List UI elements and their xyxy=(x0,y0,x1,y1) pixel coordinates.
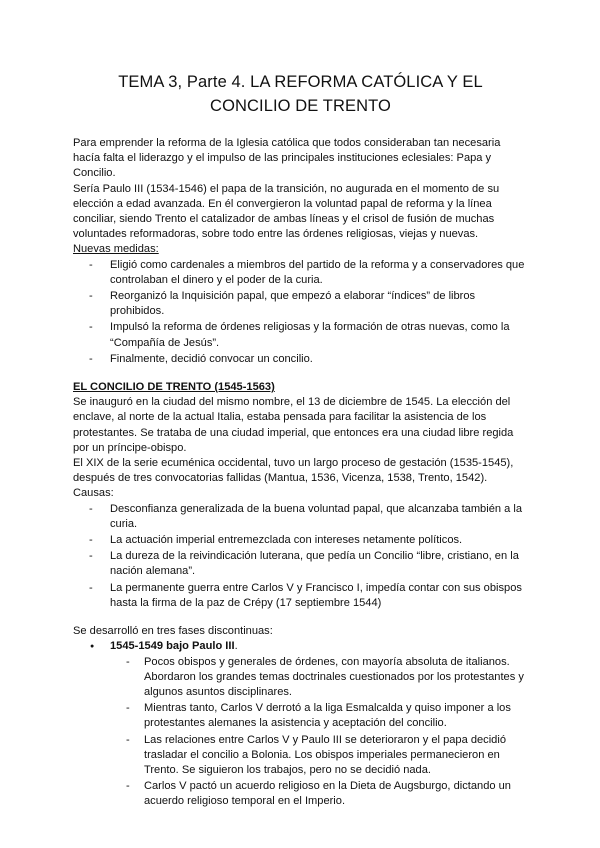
causes-list xyxy=(73,502,528,611)
page-title xyxy=(73,70,528,118)
list-item: - Impulsó la reforma de órdenes religiosas y la formación de otras nuevas, como la “Compañía de Jesús”. xyxy=(110,320,528,350)
phase-1-details xyxy=(110,655,528,810)
section-heading-council: EL CONCILIO DE TRENTO (1545-1563) xyxy=(73,381,275,394)
measures-heading: Nuevas medidas: xyxy=(73,243,159,256)
title-line-2: CONCILIO DE TRENTO xyxy=(210,97,391,115)
list-item: - Pocos obispos y generales de órdenes, con mayoría absoluta de italianos. Abordaron los grandes temas doctrinales cuestionados por los protestantes y algunos asuntos disciplinares. xyxy=(144,655,528,701)
phase-1-suffix: . xyxy=(234,640,238,653)
list-item: - Las relaciones entre Carlos V y Paulo III se deterioraron y el papa decidió trasladar el concilio a Bolonia. Los obispos imperiales permanecieron en Trento. Se siguieron los trabajos, pero no se decidió nada. xyxy=(144,733,528,779)
phases-intro: Se desarrolló en tres fases discontinuas: xyxy=(73,625,273,638)
causes-heading: Causas: xyxy=(73,487,114,500)
council-paragraph-2: El XIX de la serie ecuménica occidental, tuvo un largo proceso de gestación (1535-1545), después de tres convocatorias fallidas (Mantua, 1536, Vicenza, 1538, Trento, 1542). xyxy=(73,457,514,485)
phase-1-label: 1545-1549 bajo Paulo III xyxy=(110,640,235,653)
list-item: - Carlos V pactó un acuerdo religioso en la Dieta de Augsburgo, dictando un acuerdo religioso temporal en el Imperio. xyxy=(144,779,528,809)
list-item: - Finalmente, decidió convocar un concilio. xyxy=(110,352,528,367)
phases-list xyxy=(73,639,528,809)
intro-paragraph-1: Para emprender la reforma de la Iglesia católica que todos consideraban tan necesaria hacía falta el liderazgo y el impulso de las principales instituciones eclesiales: Papa y Concilio. xyxy=(73,137,501,180)
list-item: - La dureza de la reivindicación luterana, que pedía un Concilio “libre, cristiano, en la nación alemana”. xyxy=(110,549,528,579)
list-item: - Reorganizó la Inquisición papal, que empezó a elaborar “índices” de libros prohibidos. xyxy=(110,289,528,319)
list-item: - Mientras tanto, Carlos V derrotó a la liga Esmalcalda y quiso imponer a los protestantes alemanes la asistencia y aceptación del concilio. xyxy=(144,701,528,731)
measures-list xyxy=(73,258,528,367)
phase-item xyxy=(110,639,528,809)
list-item: - Eligió como cardenales a miembros del partido de la reforma y a conservadores que controlaban el dinero y el poder de la curia. xyxy=(110,258,528,288)
list-item: - La permanente guerra entre Carlos V y Francisco I, impedía contar con sus obispos hasta la firma de la paz de Crépy (17 septiembre 1544) xyxy=(110,581,528,611)
list-item: - Desconfianza generalizada de la buena voluntad papal, que alcanzaba también a la curia. xyxy=(110,502,528,532)
title-line-1: TEMA 3, Parte 4. LA REFORMA CATÓLICA Y EL xyxy=(118,73,483,91)
list-item: - La actuación imperial entremezclada con intereses netamente políticos. xyxy=(110,533,528,548)
council-paragraph-1: Se inauguró en la ciudad del mismo nombre, el 13 de diciembre de 1545. La elección del enclave, al norte de la actual Italia, estaba pensada para facilitar la asistencia de los protestantes. Se trataba de una ciudad imperial, que entonces era una ciudad libre regida por un príncipe-obispo. xyxy=(73,396,514,454)
intro-paragraph-2: Sería Paulo III (1534-1546) el papa de la transición, no augurada en el momento de su elección a edad avanzada. En él convergieron la voluntad papal de reforma y la línea conciliar, siendo Trento el catalizador de ambas líneas y el crisol de fusión de muchas voluntades reformadoras, sobre todo entre las órdenes religiosas, viejas y nuevas. xyxy=(73,182,500,241)
